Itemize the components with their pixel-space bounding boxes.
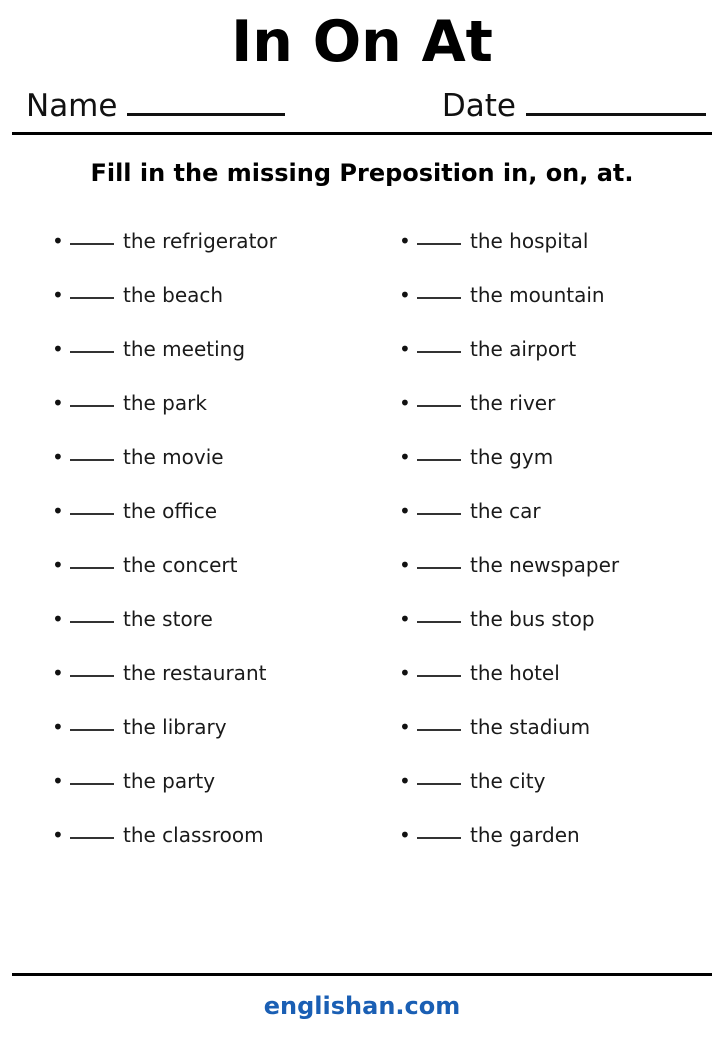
date-label: Date bbox=[441, 88, 516, 124]
list-item-label: the gym bbox=[470, 445, 554, 469]
bullet-icon: • bbox=[399, 391, 411, 415]
name-label: Name bbox=[26, 88, 118, 124]
list-item-label: the stadium bbox=[470, 715, 591, 739]
bullet-icon: • bbox=[52, 337, 64, 361]
worksheet-page bbox=[0, 9, 724, 1038]
answer-blank[interactable] bbox=[417, 243, 461, 245]
list-item[interactable] bbox=[52, 391, 375, 445]
exercise-columns bbox=[12, 229, 712, 877]
list-item[interactable] bbox=[52, 607, 375, 661]
bullet-icon: • bbox=[399, 607, 411, 631]
list-item-label: the classroom bbox=[123, 823, 264, 847]
name-write-line[interactable] bbox=[127, 113, 285, 116]
answer-blank[interactable] bbox=[70, 405, 114, 407]
bullet-icon: • bbox=[52, 391, 64, 415]
list-item[interactable] bbox=[52, 283, 375, 337]
name-field[interactable] bbox=[26, 88, 285, 124]
bullet-icon: • bbox=[399, 445, 411, 469]
list-item-label: the party bbox=[123, 769, 216, 793]
bullet-icon: • bbox=[399, 823, 411, 847]
list-item-label: the beach bbox=[123, 283, 224, 307]
list-item[interactable] bbox=[52, 445, 375, 499]
list-item[interactable] bbox=[399, 607, 698, 661]
list-item-label: the refrigerator bbox=[123, 229, 277, 253]
list-item-label: the movie bbox=[123, 445, 224, 469]
answer-blank[interactable] bbox=[417, 567, 461, 569]
bullet-icon: • bbox=[399, 337, 411, 361]
answer-blank[interactable] bbox=[417, 621, 461, 623]
list-item[interactable] bbox=[52, 769, 375, 823]
bullet-icon: • bbox=[399, 715, 411, 739]
list-item[interactable] bbox=[52, 499, 375, 553]
bullet-icon: • bbox=[399, 553, 411, 577]
bullet-icon: • bbox=[399, 283, 411, 307]
answer-blank[interactable] bbox=[70, 729, 114, 731]
list-item-label: the store bbox=[123, 607, 213, 631]
bullet-icon: • bbox=[52, 499, 64, 523]
list-item[interactable] bbox=[399, 499, 698, 553]
bullet-icon: • bbox=[52, 607, 64, 631]
list-item-label: the meeting bbox=[123, 337, 246, 361]
answer-blank[interactable] bbox=[70, 837, 114, 839]
list-item[interactable] bbox=[399, 229, 698, 283]
answer-blank[interactable] bbox=[70, 675, 114, 677]
bullet-icon: • bbox=[52, 715, 64, 739]
bullet-icon: • bbox=[52, 283, 64, 307]
brand-link[interactable]: englishan.com bbox=[263, 992, 461, 1020]
left-item-list bbox=[52, 229, 375, 877]
answer-blank[interactable] bbox=[70, 567, 114, 569]
list-item-label: the garden bbox=[470, 823, 580, 847]
header-divider bbox=[12, 132, 712, 135]
date-write-line[interactable] bbox=[526, 113, 706, 116]
list-item[interactable] bbox=[399, 391, 698, 445]
date-field[interactable] bbox=[441, 88, 706, 124]
list-item-label: the newspaper bbox=[470, 553, 620, 577]
answer-blank[interactable] bbox=[70, 621, 114, 623]
list-item[interactable] bbox=[399, 283, 698, 337]
list-item[interactable] bbox=[399, 661, 698, 715]
answer-blank[interactable] bbox=[417, 837, 461, 839]
bullet-icon: • bbox=[399, 769, 411, 793]
answer-blank[interactable] bbox=[417, 513, 461, 515]
list-item[interactable] bbox=[399, 715, 698, 769]
bullet-icon: • bbox=[52, 661, 64, 685]
answer-blank[interactable] bbox=[417, 675, 461, 677]
list-item-label: the restaurant bbox=[123, 661, 267, 685]
answer-blank[interactable] bbox=[70, 297, 114, 299]
list-item[interactable] bbox=[399, 445, 698, 499]
list-item-label: the mountain bbox=[470, 283, 605, 307]
list-item[interactable] bbox=[52, 823, 375, 877]
answer-blank[interactable] bbox=[70, 459, 114, 461]
answer-blank[interactable] bbox=[70, 513, 114, 515]
right-column bbox=[375, 229, 698, 877]
list-item[interactable] bbox=[52, 553, 375, 607]
list-item-label: the library bbox=[123, 715, 227, 739]
list-item-label: the river bbox=[470, 391, 556, 415]
answer-blank[interactable] bbox=[70, 351, 114, 353]
name-date-row bbox=[12, 88, 712, 124]
answer-blank[interactable] bbox=[417, 783, 461, 785]
footer bbox=[12, 973, 712, 1038]
list-item-label: the hospital bbox=[470, 229, 589, 253]
answer-blank[interactable] bbox=[70, 783, 114, 785]
bullet-icon: • bbox=[52, 769, 64, 793]
answer-blank[interactable] bbox=[417, 297, 461, 299]
list-item[interactable] bbox=[52, 661, 375, 715]
list-item[interactable] bbox=[399, 553, 698, 607]
bullet-icon: • bbox=[399, 499, 411, 523]
list-item-label: the office bbox=[123, 499, 218, 523]
list-item-label: the city bbox=[470, 769, 546, 793]
instruction-text: Fill in the missing Preposition in, on, at. bbox=[90, 159, 634, 187]
bullet-icon: • bbox=[52, 445, 64, 469]
list-item-label: the car bbox=[470, 499, 541, 523]
answer-blank[interactable] bbox=[417, 351, 461, 353]
list-item[interactable] bbox=[399, 337, 698, 391]
list-item[interactable] bbox=[52, 337, 375, 391]
left-column bbox=[52, 229, 375, 877]
list-item[interactable] bbox=[52, 715, 375, 769]
bullet-icon: • bbox=[399, 229, 411, 253]
bullet-icon: • bbox=[399, 661, 411, 685]
bullet-icon: • bbox=[52, 823, 64, 847]
list-item[interactable] bbox=[52, 229, 375, 283]
list-item-label: the airport bbox=[470, 337, 577, 361]
list-item-label: the park bbox=[123, 391, 207, 415]
answer-blank[interactable] bbox=[417, 405, 461, 407]
list-item-label: the bus stop bbox=[470, 607, 595, 631]
list-item-label: the concert bbox=[123, 553, 238, 577]
list-item[interactable] bbox=[399, 769, 698, 823]
list-item[interactable] bbox=[399, 823, 698, 877]
answer-blank[interactable] bbox=[70, 243, 114, 245]
bullet-icon: • bbox=[52, 229, 64, 253]
answer-blank[interactable] bbox=[417, 729, 461, 731]
answer-blank[interactable] bbox=[417, 459, 461, 461]
page-title: In On At bbox=[231, 9, 493, 75]
bullet-icon: • bbox=[52, 553, 64, 577]
list-item-label: the hotel bbox=[470, 661, 560, 685]
right-item-list bbox=[399, 229, 698, 877]
